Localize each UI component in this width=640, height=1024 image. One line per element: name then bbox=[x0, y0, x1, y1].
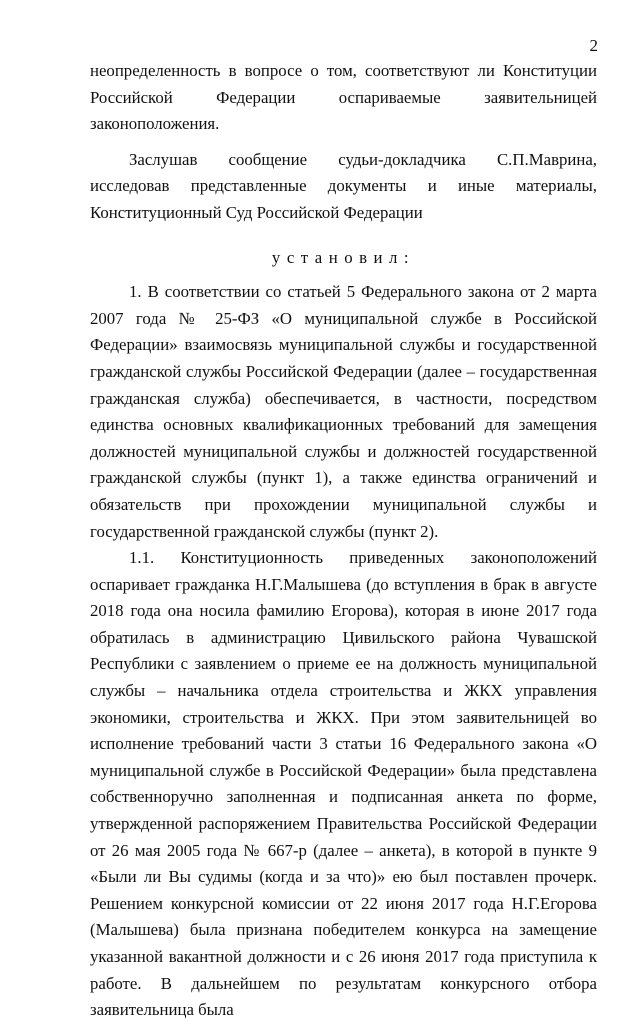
paragraph-continuation: неопределенность в вопросе о том, соответствуют ли Конституции Российской Федерации оспариваемые заявительницей законоположения. bbox=[90, 61, 597, 134]
document-body bbox=[90, 58, 597, 1024]
paragraph-1: 1. В соответствии со статьей 5 Федерального закона от 2 марта 2007 года № 25-ФЗ «О муниципальной службе в Российской Федерации» взаимосвязь муниципальной службы и государственной гражданской службы Российской Федерации (далее – государственная гражданская служба) обеспечивается, в частности, посредством единства основных квалификационных требований для замещения должностей муниципальной службы и должностей государственной гражданской службы (пункт 1), а также единства ограничений и обязательств при прохождении муниципальной службы и государственной гражданской службы (пункт 2). bbox=[90, 282, 597, 541]
page-number: 2 bbox=[589, 36, 598, 55]
section-heading: установил: bbox=[271, 247, 416, 267]
paragraph-hearing: Заслушав сообщение судьи-докладчика С.П.Маврина, исследовав представленные документы и иные материалы, Конституционный Суд Российской Федерации bbox=[90, 149, 597, 222]
paragraph-1-1: 1.1. Конституционность приведенных законоположений оспаривает гражданка Н.Г.Малышева (до вступления в брак в августе 2018 года она носила фамилию Егорова), которая в июне 2017 года обратилась в администрацию Цивильского района Чувашской Республики с заявлением о приеме ее на должность муниципальной службы – начальника отдела строительства и ЖКХ управления экономики, строительства и ЖКХ. При этом заявительницей во исполнение требований части 3 статьи 16 Федерального закона «О муниципальной службе в Российской Федерации» была представлена собственноручно заполненная и подписанная анкета по форме, утвержденной распоряжением Правительства Российской Федерации от 26 мая 2005 года № 667-р (далее – анкета), в которой в пункте 9 «Были ли Вы судимы (когда и за что)» ею был поставлен прочерк. Решением конкурсной комиссии от 22 июня 2017 года Н.Г.Егорова (Малышева) была признана победителем конкурса на замещение указанной вакантной должности и с 26 июня 2017 года приступила к работе. В дальнейшем по результатам конкурсного отбора заявительница была bbox=[90, 548, 597, 1020]
